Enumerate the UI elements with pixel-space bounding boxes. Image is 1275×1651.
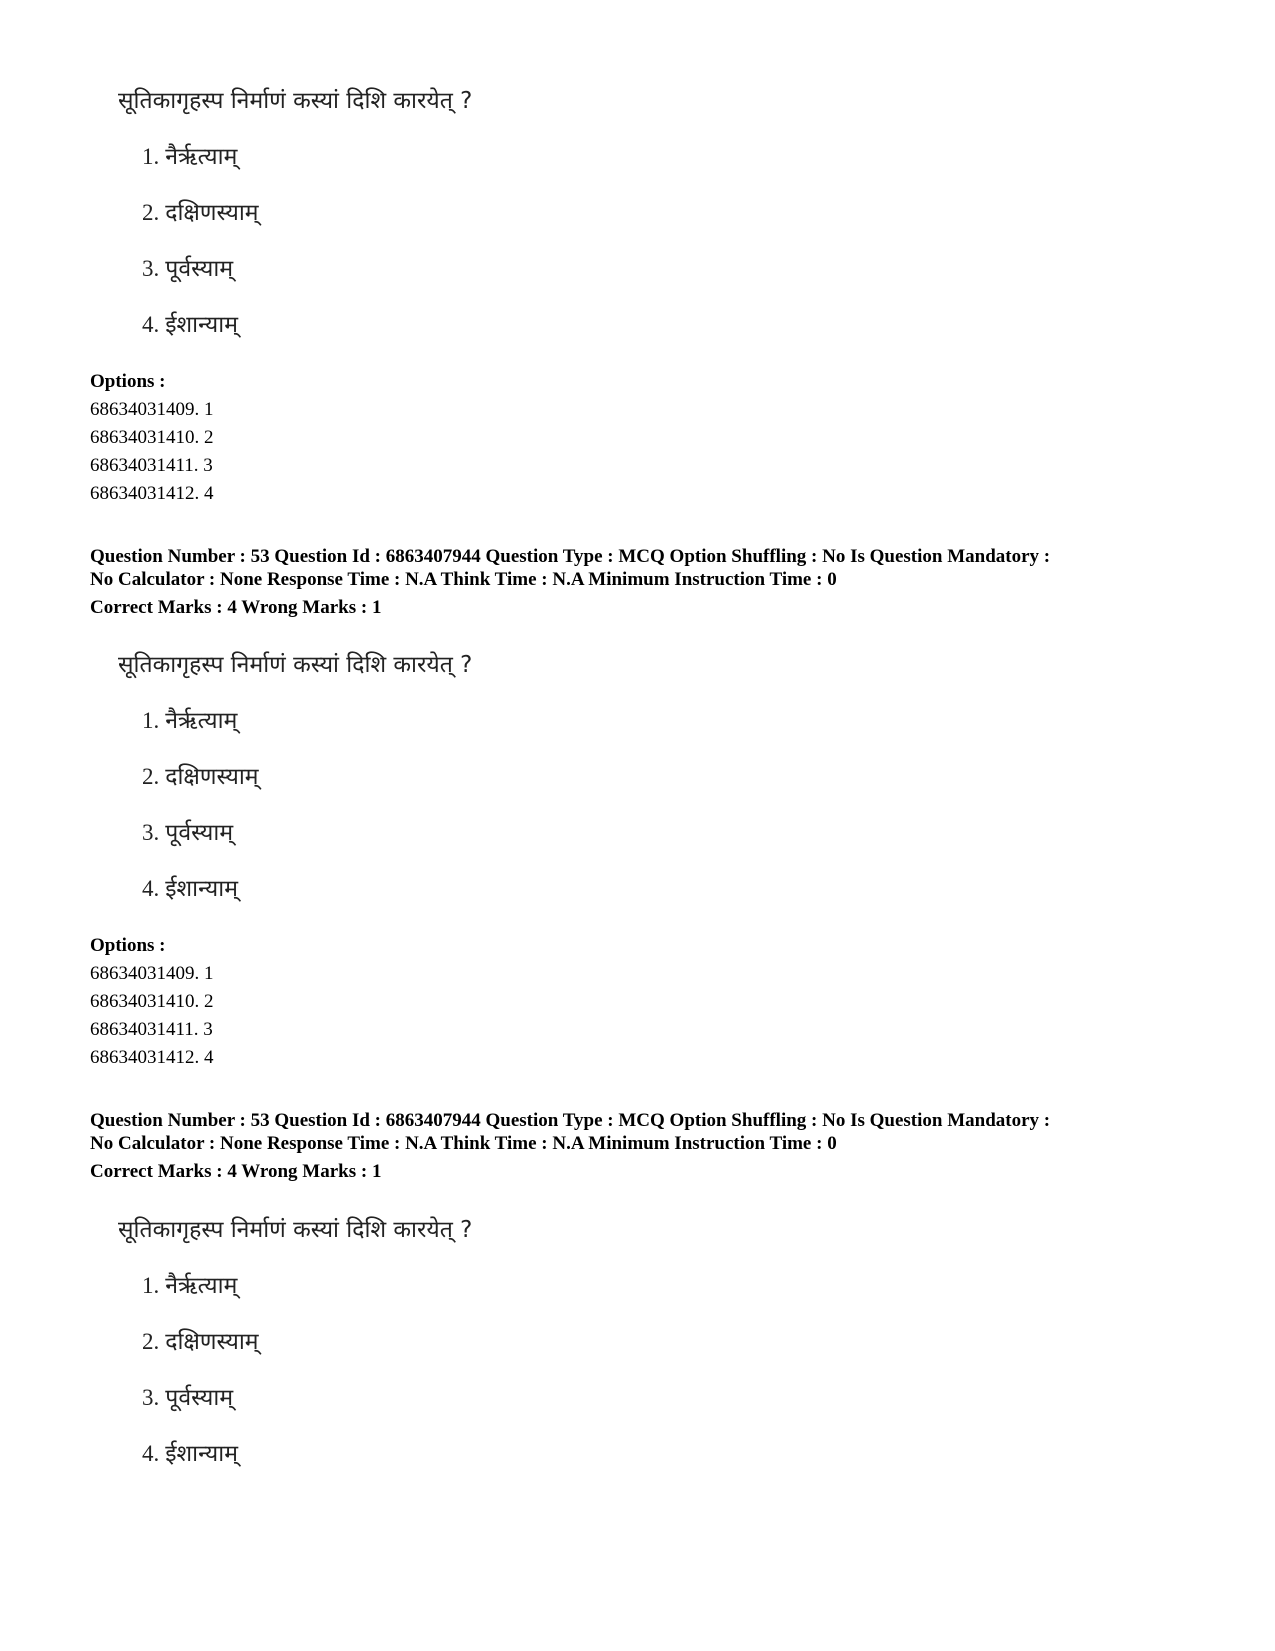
choice-item: [142, 308, 472, 342]
choice-text: नैर्ऋत्याम्: [165, 708, 238, 734]
option-item: 68634031411. 3: [90, 1019, 213, 1040]
choice-number: 3.: [142, 256, 160, 281]
choice-text: नैर्ऋत्याम्: [165, 144, 238, 170]
choice-item: [142, 1437, 472, 1471]
question-image: [118, 648, 472, 906]
choice-item: [142, 252, 472, 286]
choice-text: ईशान्याम्: [165, 876, 238, 902]
question-text: सूतिकागृहस्प निर्माणं कस्यां दिशि कारयेत् ?: [118, 1217, 473, 1243]
choice-text: पूर्वस्याम्: [165, 820, 234, 846]
meta-line: No Calculator : None Response Time : N.A Think Time : N.A Minimum Instruction Time : 0: [90, 569, 837, 590]
choice-item: [142, 1325, 472, 1359]
choice-text: नैर्ऋत्याम्: [165, 1273, 238, 1299]
choice-item: [142, 872, 472, 906]
question-text: सूतिकागृहस्प निर्माणं कस्यां दिशि कारयेत् ?: [118, 88, 473, 114]
question-meta: [90, 545, 1210, 619]
choice-number: 1.: [142, 708, 160, 733]
marks-line: Correct Marks : 4 Wrong Marks : 1: [90, 1161, 382, 1182]
choice-text: ईशान्याम्: [165, 1441, 238, 1467]
marks-line: Correct Marks : 4 Wrong Marks : 1: [90, 597, 382, 618]
options-list: [90, 932, 214, 1072]
choice-item: [142, 1269, 472, 1303]
choice-number: 3.: [142, 820, 160, 845]
choice-number: 2.: [142, 764, 160, 789]
option-item: 68634031411. 3: [90, 455, 213, 476]
choice-number: 3.: [142, 1385, 160, 1410]
choice-text: दक्षिणस्याम्: [165, 764, 259, 790]
option-item: 68634031412. 4: [90, 1047, 214, 1068]
choice-number: 4.: [142, 1441, 160, 1466]
choice-text: ईशान्याम्: [165, 312, 238, 338]
option-item: 68634031409. 1: [90, 399, 214, 420]
choice-number: 1.: [142, 1273, 160, 1298]
choice-item: [142, 196, 472, 230]
choice-text: दक्षिणस्याम्: [165, 1329, 259, 1355]
options-list: [90, 368, 214, 508]
meta-line: Question Number : 53 Question Id : 6863407944 Question Type : MCQ Option Shuffling : No Is Question Mandatory :: [90, 1110, 1051, 1131]
choice-item: [142, 1381, 472, 1415]
choice-number: 2.: [142, 200, 160, 225]
choice-number: 2.: [142, 1329, 160, 1354]
choice-item: [142, 816, 472, 850]
option-item: 68634031410. 2: [90, 427, 214, 448]
choice-item: [142, 760, 472, 794]
option-item: 68634031412. 4: [90, 483, 214, 504]
question-text: सूतिकागृहस्प निर्माणं कस्यां दिशि कारयेत् ?: [118, 652, 473, 678]
choice-number: 4.: [142, 876, 160, 901]
options-label: Options :: [90, 935, 166, 956]
question-image: [118, 84, 472, 342]
choice-item: [142, 140, 472, 174]
choice-number: 4.: [142, 312, 160, 337]
choice-number: 1.: [142, 144, 160, 169]
choice-item: [142, 704, 472, 738]
option-item: 68634031410. 2: [90, 991, 214, 1012]
option-item: 68634031409. 1: [90, 963, 214, 984]
meta-line: No Calculator : None Response Time : N.A Think Time : N.A Minimum Instruction Time : 0: [90, 1133, 837, 1154]
choice-text: दक्षिणस्याम्: [165, 200, 259, 226]
question-image: [118, 1213, 472, 1471]
question-meta: [90, 1109, 1210, 1183]
choice-text: पूर्वस्याम्: [165, 1385, 234, 1411]
meta-line: Question Number : 53 Question Id : 6863407944 Question Type : MCQ Option Shuffling : No Is Question Mandatory :: [90, 546, 1051, 567]
choice-text: पूर्वस्याम्: [165, 256, 234, 282]
options-label: Options :: [90, 371, 166, 392]
